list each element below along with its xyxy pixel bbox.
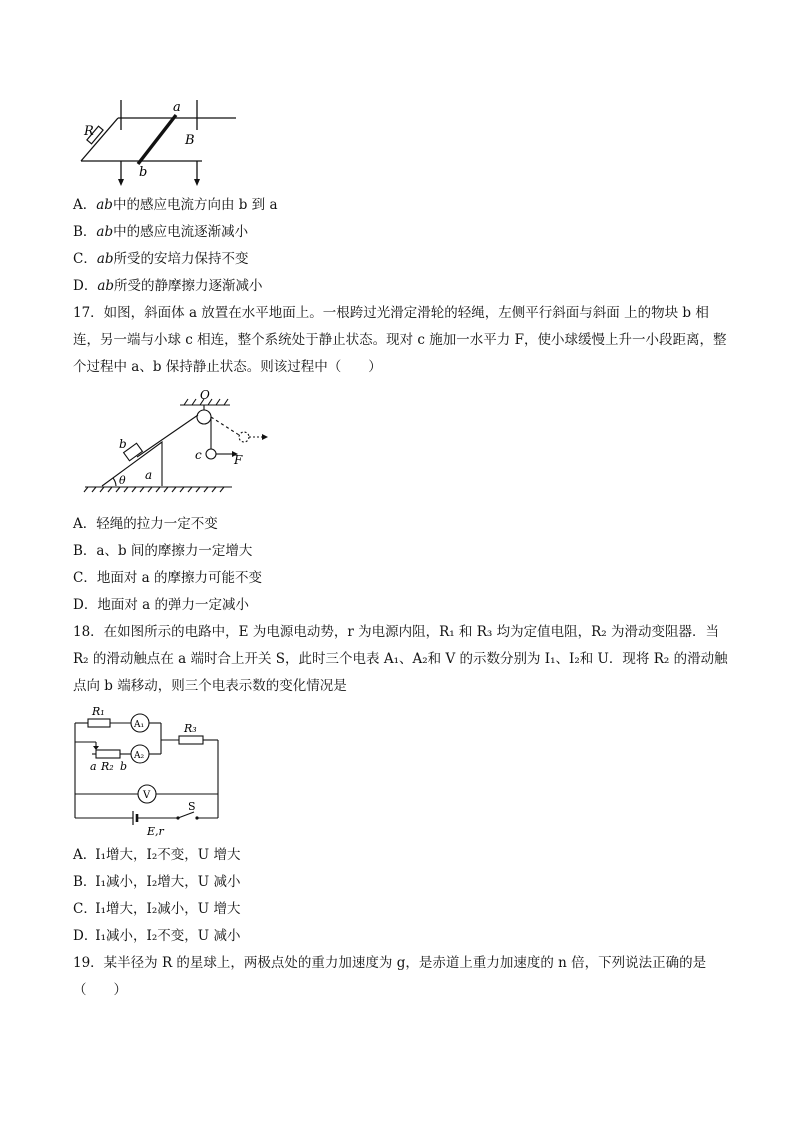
fig18-b: b: [120, 760, 128, 773]
q16-figure: [76, 95, 246, 190]
fig16-B: B: [185, 133, 195, 148]
q17-option-d: D．地面对 a 的弹力一定减小: [73, 597, 249, 613]
fig18-R2: R₂: [101, 760, 114, 773]
fig17-a: a: [145, 468, 153, 482]
q16-option-c: C．ab所受的安培力保持不变: [73, 251, 249, 267]
fig18-R1: R₁: [92, 705, 105, 718]
fig18-S: S: [188, 800, 196, 813]
q18-option-c: C． I₁增大，I₂减小，U 增大: [73, 901, 241, 917]
q17-option-c: C．地面对 a 的摩擦力可能不变: [73, 570, 262, 586]
q17-stem: 17．如图，斜面体 a 放置在水平地面上。一根跨过光滑定滑轮的轻绳，左侧平行斜面与斜面 上的物块 b 相连，另一端与小球 c 相连，整个系统处于静止状态。现对 c 施加一水平力 F，使小球缓慢上升一小段距离，整个过程中 a、b 保持静止状态。则该过程中（ ）: [73, 305, 727, 375]
fig18-R3: R₃: [184, 722, 197, 735]
fig17-F: F: [234, 453, 243, 467]
fig18-A1: A₁: [134, 720, 145, 730]
q18-option-a: A． I₁增大，I₂不变，U 增大: [73, 847, 241, 863]
q17-option-b: B．a、b 间的摩擦力一定增大: [73, 543, 253, 559]
fig18-A2: A₂: [134, 751, 145, 761]
fig17-O: O: [200, 388, 210, 402]
fig17-c: c: [195, 448, 202, 462]
rod-ab: [138, 115, 176, 164]
q17-option-a: A．轻绳的拉力一定不变: [73, 516, 218, 532]
fig18-a: a: [90, 760, 97, 773]
fig17-theta: θ: [119, 474, 126, 487]
fig17-b: b: [119, 437, 127, 451]
q16-option-d: D．ab所受的静摩擦力逐渐减小: [73, 278, 263, 294]
q18-circuit-figure: [70, 702, 230, 842]
q17-figure: [82, 388, 277, 493]
q18-option-d: D． I₁减小，I₂不变，U 减小: [73, 928, 241, 944]
fig16-a: a: [173, 100, 181, 115]
fig18-V: V: [143, 790, 151, 801]
q19-stem: 19．某半径为 R 的星球上，两极点处的重力加速度为 g，是赤道上重力加速度的 n 倍，下列说法正确的是（ ）: [73, 955, 707, 998]
fig16-b: b: [139, 165, 148, 180]
q18-stem: 18．在如图所示的电路中，E 为电源电动势，r 为电源内阻，R₁ 和 R₃ 均为定值电阻，R₂ 为滑动变阻器．当 R₂ 的滑动触点在 a 端时合上开关 S，此时三个电表 A₁、A₂和 V 的示数分别为 I₁、I₂和 U．现将 R₂ 的滑动触点向 b 端移动，则三个电表示数的变化情况是: [73, 624, 728, 694]
fig16-R: R: [84, 124, 94, 139]
fig18-Er: E,r: [147, 825, 164, 838]
q16-option-a: A．ab中的感应电流方向由 b 到 a: [73, 197, 278, 213]
q18-option-b: B． I₁减小，I₂增大，U 减小: [73, 874, 241, 890]
q16-option-b: B．ab中的感应电流逐渐减小: [73, 224, 249, 240]
